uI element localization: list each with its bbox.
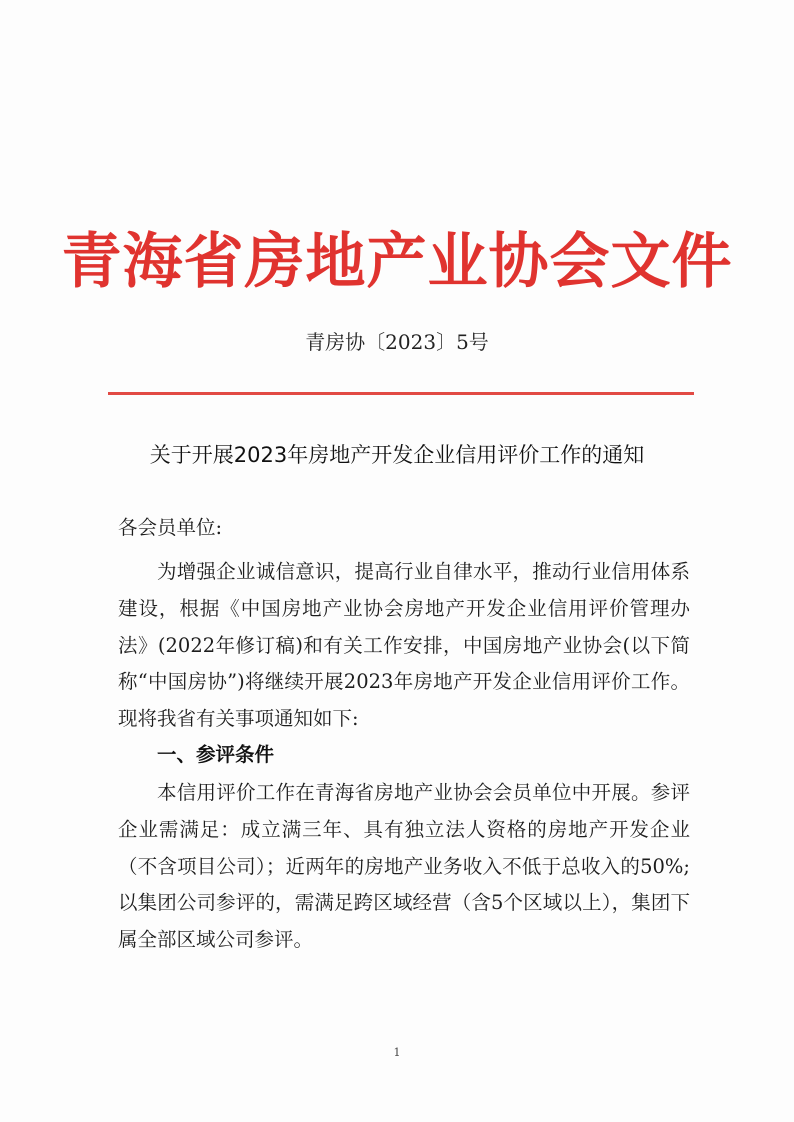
section-heading-eligibility: 一、参评条件 xyxy=(157,743,275,766)
page-number: 1 xyxy=(393,1046,401,1059)
body-paragraph-intro: 为增强企业诚信意识，提高行业自律水平，推动行业信用体系建设，根据《中国房地产业协会房地产开发企业信用评价管理办法》(2022年修订稿)和有关工作安排，中国房地产业协会(以下简称“中国房协”)将继续开展2023年房地产开发企业信用评价工作。现将我省有关事项通知如下: xyxy=(118,560,690,731)
notice-title: 关于开展2023年房地产开发企业信用评价工作的通知 xyxy=(149,443,645,467)
document-number: 青房协〔2023〕5号 xyxy=(305,330,489,354)
body-paragraph-eligibility: 本信用评价工作在青海省房地产业协会会员单位中开展。参评企业需满足：成立满三年、具有独立法人资格的房地产开发企业（不含项目公司）；近两年的房地产业务收入不低于总收入的50%; 以集团公司参评的，需满足跨区域经营（含5个区域以上），集团下属全部区域公司参评。 xyxy=(118,781,690,952)
org-header-title: 青海省房地产业协会文件 xyxy=(61,227,733,297)
salutation: 各会员单位: xyxy=(118,516,223,539)
red-divider-line xyxy=(108,392,694,395)
